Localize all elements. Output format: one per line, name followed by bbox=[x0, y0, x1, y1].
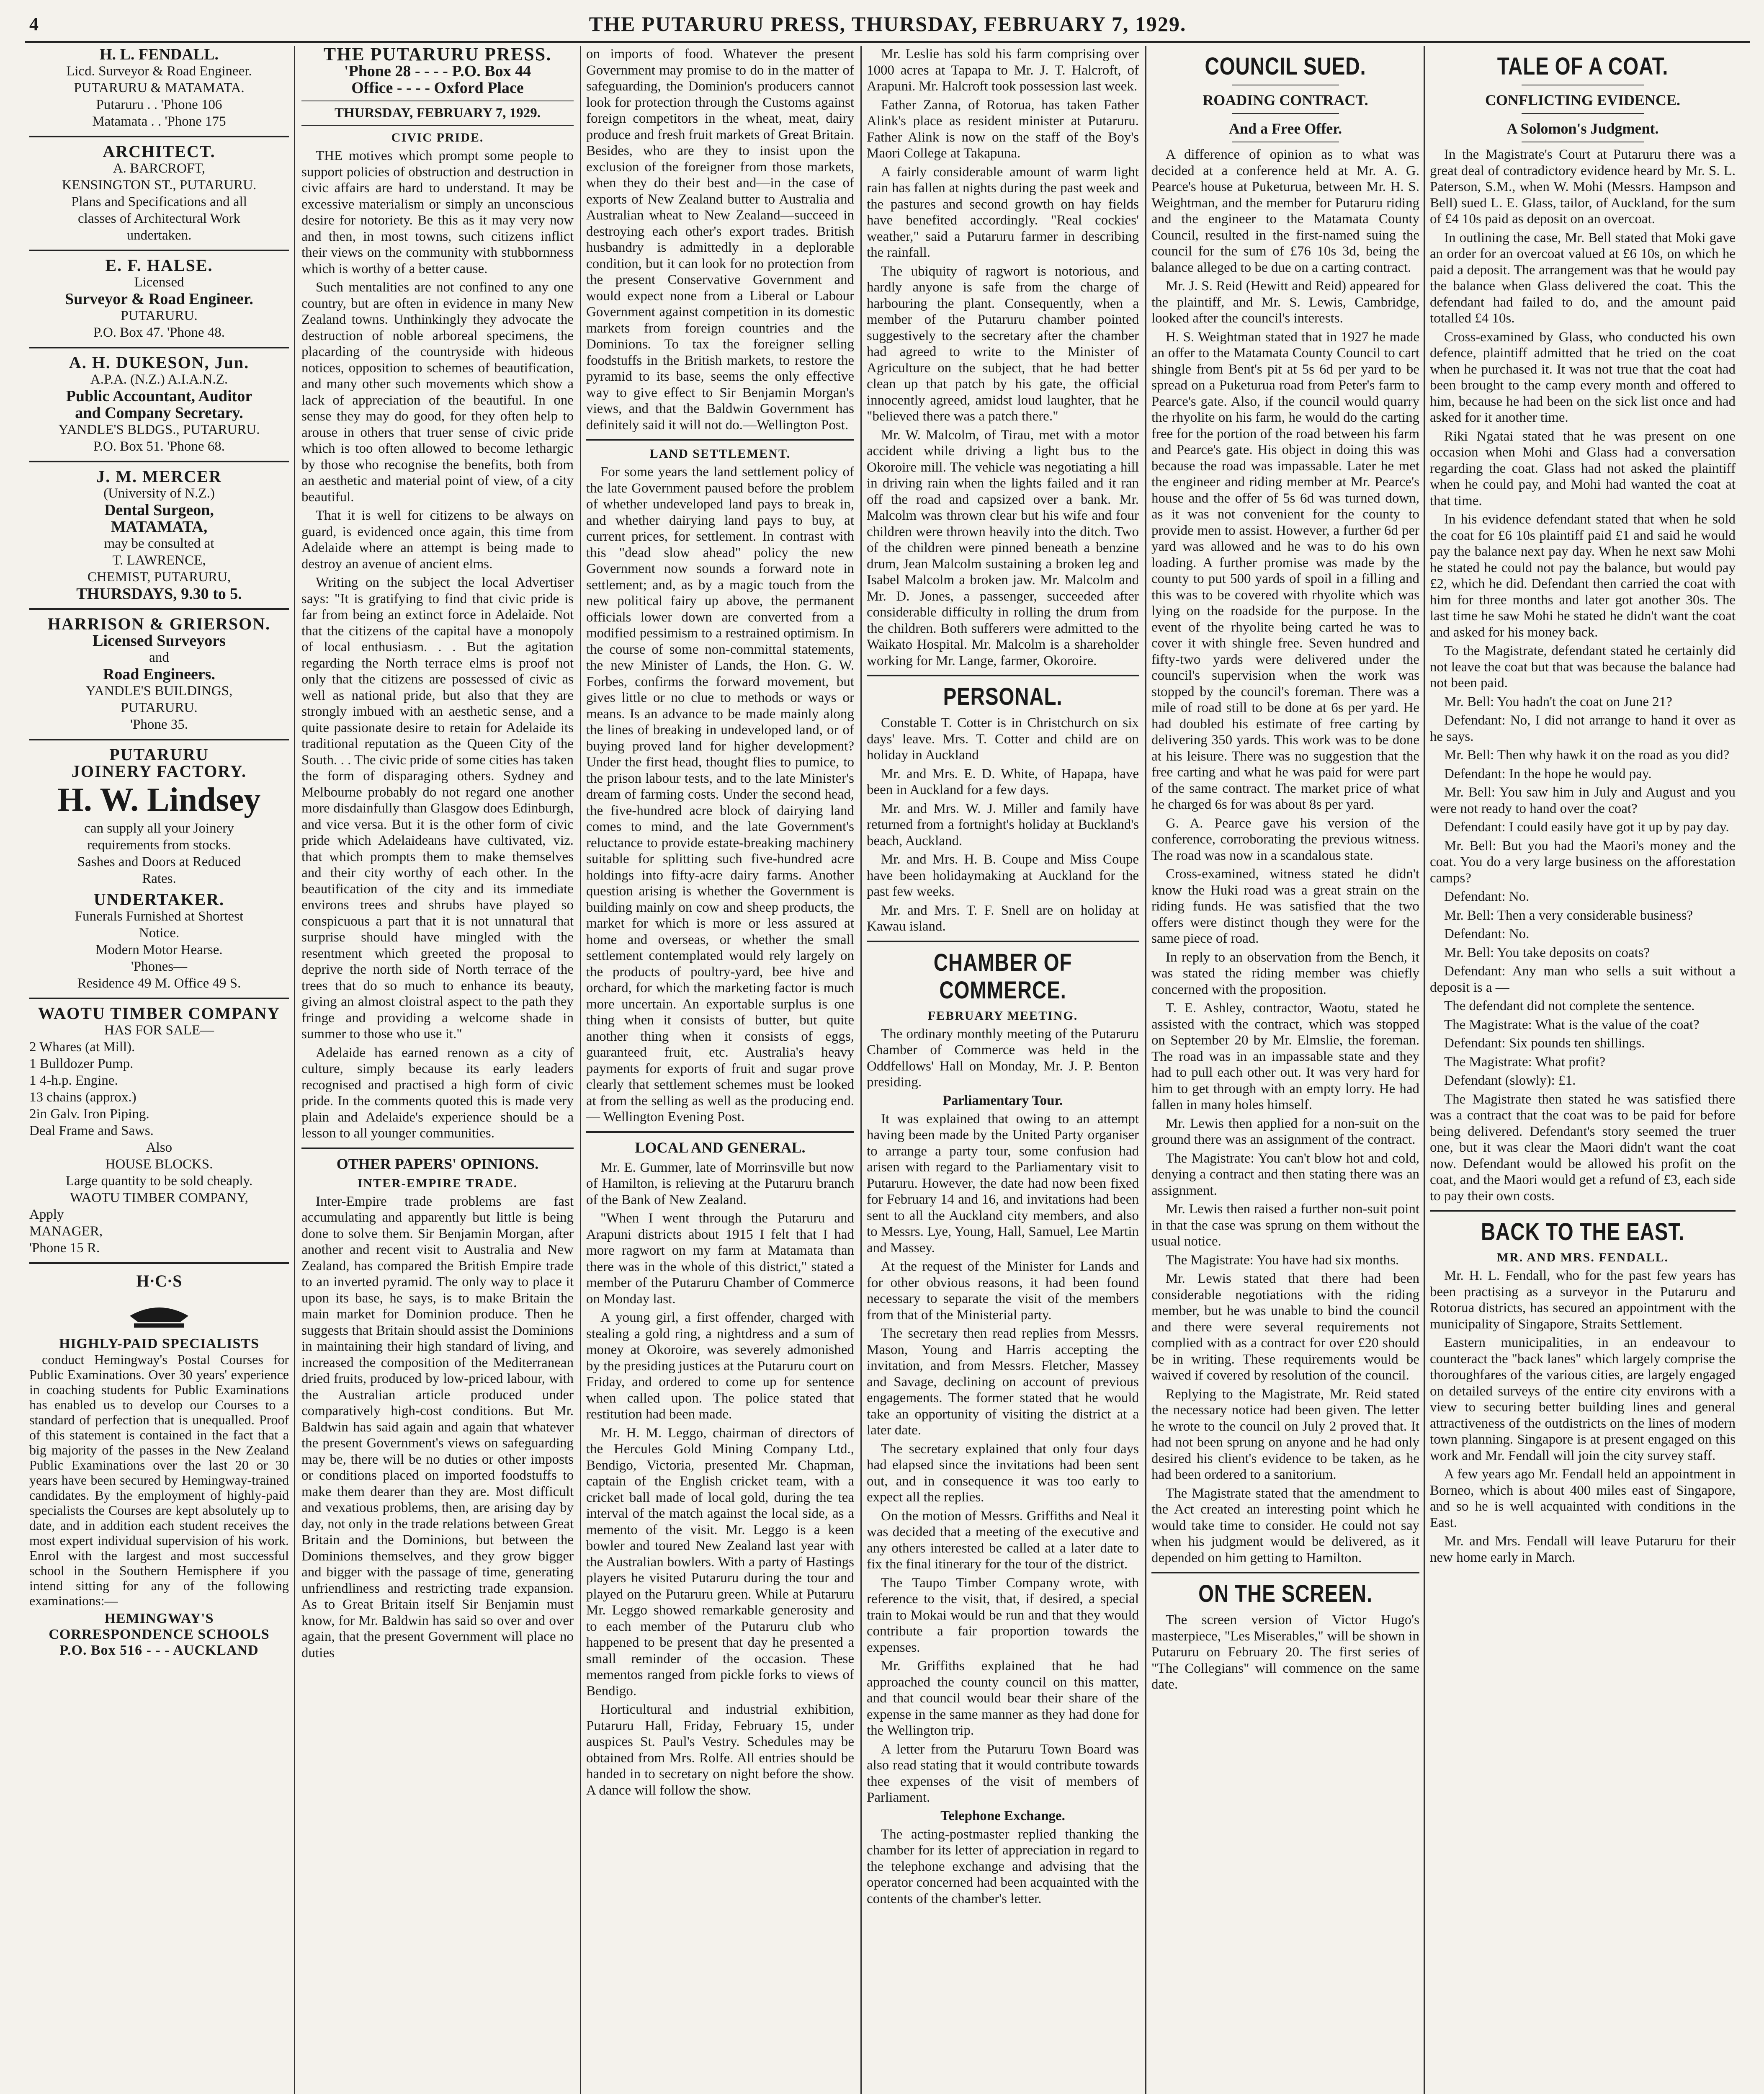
article-title: COUNCIL SUED. bbox=[1205, 53, 1366, 80]
divider bbox=[1151, 1572, 1419, 1573]
article-paragraph: Mr. Griffiths explained that he had approached the county council on this matter, and that council would bear their share of the expense in the same manner as they had done for the Wellington trip. bbox=[867, 1658, 1139, 1738]
press-title: THE PUTARURU PRESS. bbox=[323, 46, 552, 64]
article-paragraph: Mr. Bell: You hadn't the coat on June 21? bbox=[1444, 694, 1672, 709]
ad-name: H. L. FENDALL. bbox=[100, 46, 219, 63]
ad-line: and bbox=[149, 650, 169, 665]
ad-line: P.O. Box 47. 'Phone 48. bbox=[93, 325, 225, 340]
ad-hemingway-address: P.O. Box 516 - - - AUCKLAND bbox=[59, 1643, 259, 1658]
article-paragraph: Eastern municipalities, in an endeavour to counteract the "back lanes" which largely comprise the thoroughfares of the various cities, are largely engaged on detailed surveys of the entire city environs with a view to securing better building lines and general attractiveness of the outdistricts on the lines of modern town planning. Singapore is at present engaged on this work and Mr. Fendall will join the city survey staff. bbox=[1430, 1335, 1736, 1463]
ad-hemingway-school2: CORRESPONDENCE SCHOOLS bbox=[49, 1627, 270, 1642]
article-paragraph: The acting-postmaster replied thanking the chamber for its letter of appreciation in regard to the telephone exchange and advising that the operator concerned had been acquainted with the contents of the chamber's letter. bbox=[867, 1826, 1139, 1906]
article-paragraph: Defendant: Any man who sells a suit without a deposit is a — bbox=[1430, 964, 1736, 995]
article-title: CIVIC PRIDE. bbox=[391, 131, 484, 144]
divider bbox=[586, 439, 854, 441]
divider bbox=[301, 125, 574, 126]
divider bbox=[301, 1148, 574, 1149]
ad-hemingway-title: HIGHLY-PAID SPECIALISTS bbox=[59, 1336, 260, 1351]
section-title: ON THE SCREEN. bbox=[1198, 1580, 1373, 1607]
ad-waotu-timber bbox=[29, 1005, 289, 1256]
ad-line: A. BARCROFT, bbox=[113, 161, 206, 176]
article-paragraph: Defendant: No. bbox=[1444, 889, 1530, 904]
ad-line: Dental Surgeon, bbox=[104, 501, 214, 519]
press-office: Office - - - - Oxford Place bbox=[351, 79, 524, 97]
article-paragraph: To the Magistrate, defendant stated he certainly did not leave the coat but that was because the balance had not been paid. bbox=[1430, 643, 1736, 691]
divider bbox=[586, 1131, 854, 1133]
article-paragraph: The secretary explained that only four days had elapsed since the invitations had been sent out, and in consequence it was too early to expect all the replies. bbox=[867, 1441, 1139, 1505]
ad-line: Licd. Surveyor & Road Engineer. bbox=[66, 64, 252, 79]
article-paragraph: For some years the land settlement policy of the late Government paused before the problem of whether undeveloped land pays to break in, and whether dairying land pays to buy, at current prices, for settlement. In contrast with this "dead slow ahead" policy the new Government now sounds a forward note in settlement; and, as by a magic touch from the new political fairy up above, the permanent officials lower down are converted from a modified pessimism to a restrained optimism. In the course of some non-committal statements, the new Minister of Lands, the Hon. G. W. Forbes, confirms the forward movement, but gives little or no clue to methods or ways or means. Is an advance to be made mainly along the lines of breaking in undeveloped land, or of buying proved land for higher development? Under the first head, thought flies to pumice, to the prison labour tests, and to the late Minister's dream of farming costs. Under the second head, the five-hundred acre block of dairying land comes to mind, and the late Government's reluctance to provide estate-breaking machinery suitable for splitting such five-hundred acre holdings into fifty-acre dairy farms. Another question arising is whether the Government is building mainly on cow and sheep products, the market for which is more or less assured at home and overseas, or whether the small settlement contemplated would rely largely on the products of poultry-yard, bee hive and orchard, for which the marketing factor is much more uncertain. An exportable surplus is one thing when it consists of butter, but quite another thing when it consists of eggs, guaranteed fruit, etc. Australia's heavy payments for exports of fruit and sugar prove clearly that settlement schemes must be looked at from the selling as well as the producing end. — Wellington Evening Post. bbox=[586, 464, 854, 1124]
article-paragraph: Mr. Leslie has sold his farm comprising over 1000 acres at Tapapa to Mr. J. T. Halcroft, of Arapuni. Mr. Halcroft took possession last week. bbox=[867, 46, 1139, 94]
column-rule bbox=[294, 46, 295, 2094]
press-info bbox=[301, 46, 574, 96]
column-3 bbox=[586, 46, 854, 2094]
ad-line: 1 Bulldozer Pump. bbox=[29, 1056, 134, 1071]
article-paragraph: Adelaide has earned renown as a city of culture, simply because its early leaders recognised and practised a high form of civic pride. In the comments quoted this is made very plain and Adelaide's experience should be a lesson to all younger communities. bbox=[301, 1045, 574, 1141]
article-paragraph: THE motives which prompt some people to support policies of obstruction and destruction in civic affairs are hard to understand. It may be excessive materialism or simply an unconscious desire for notoriety. Be this as it may very now and then, in most towns, such citizens inflict their views on the community with stubbornness which is worthy of a better cause. bbox=[301, 148, 574, 276]
ad-line: Public Accountant, Auditor bbox=[66, 387, 252, 405]
article-subtitle: And a Free Offer. bbox=[1229, 120, 1342, 137]
ad-line: Surveyor & Road Engineer. bbox=[65, 290, 253, 308]
article-paragraph: Constable T. Cotter is in Christchurch on six days' leave. Mrs. T. Cotter and child are on holiday in Auckland bbox=[867, 715, 1139, 763]
ad-line: Large quantity to be sold cheaply. bbox=[65, 1173, 253, 1189]
hcs-lamp-logo bbox=[105, 1270, 214, 1333]
article-paragraph: The Magistrate then stated he was satisfied there was a contract that the coat was to be paid for before being delivered. Defendant's story seemed the truer one, but it was clear the Maori didn't want the coat now. Defendant would be allowed his profit on the coat, and the Maori would get a refund of £3, each side to pay their own costs. bbox=[1430, 1091, 1736, 1204]
column-rule bbox=[1145, 46, 1146, 2094]
divider bbox=[29, 608, 289, 610]
ad-halse bbox=[29, 257, 289, 341]
article-subtitle: FEBRUARY MEETING. bbox=[927, 1008, 1078, 1023]
article-paragraph: The Magistrate: What profit? bbox=[1444, 1054, 1606, 1070]
article-paragraph: Defendant: No. bbox=[1444, 926, 1530, 941]
ad-line: CHEMIST, PUTARURU, bbox=[87, 570, 231, 585]
article-paragraph: Mr. and Mrs. Fendall will leave Putaruru for their new home early in March. bbox=[1430, 1534, 1736, 1565]
ad-line: 'Phone 35. bbox=[130, 717, 188, 732]
divider bbox=[29, 250, 289, 251]
article-paragraph: In outlining the case, Mr. Bell stated that Moki gave an order for an overcoat valued at £6 10s, on which he paid a deposit. The arrangement was that he would pay the balance when Glass delivered the coat. This the defendant had failed to do, and the amount paid totalled £4 10s. bbox=[1430, 230, 1736, 326]
article-paragraph: Mr. and Mrs. T. F. Snell are on holiday at Kawau island. bbox=[867, 903, 1139, 934]
article-paragraph: Mr. Lewis then raised a further non-suit point in that the case was sprung on them without the usual notice. bbox=[1151, 1202, 1419, 1249]
ad-name: ARCHITECT. bbox=[103, 142, 216, 161]
ad-line: Also bbox=[146, 1140, 173, 1155]
article-paragraph: H. S. Weightman stated that in 1927 he made an offer to the Matamata County Council to cart shingle from Bent's pit at 5s 6d per yard to be spread on a Puketurua road from Peter's farm to Pearce's gate. Also, if the council would quarry the rhyolite on his farm, he would do the carting free for the portion of the road between his farm and Pearce's gate. His object in doing this was because the road was impassable. Later he met the engineer and riding member at Mr. Pearce's house and the offer of 5s 6d was turned down, as it was not convenient for the county to provide men to assist. However, a further 6d per yard was allowed and he was to do his own loading. A further promise was made by the county to put 500 yards of spoil in a filling and this was to be covered with rhyolite which was lying on the roadside for the purpose. In the event of the rhyolite being carted he was to cover it with shingle free. Seven hundred and fifty-two yards were delivered under the council's supervision when the work was stopped by the council's foreman. There was a mile of road still to be done at 6s per yard. He had doubled his estimate of free carting by delivering 350 yards. This work was to be done at his leisure. There was no suggestion that the free carting and what he was paid for were part of the same contract. The market price of what he charged 6s for was about 8s per yard. bbox=[1151, 329, 1419, 812]
ad-line: requirements from stocks. bbox=[87, 838, 231, 853]
article-paragraph: Mr. Bell: But you had the Maori's money and the coat. You do a very large business on the afforestation camps? bbox=[1430, 838, 1736, 886]
ad-fendall bbox=[29, 46, 289, 130]
article-paragraph: Cross-examined, witness stated he didn't know the Huki road was a great strain on the riding funds. He was satisfied that the two offers were distinct though they were for the same piece of road. bbox=[1151, 866, 1419, 946]
ad-line: Residence 49 M. Office 49 S. bbox=[77, 976, 241, 991]
article-title: INTER-EMPIRE TRADE. bbox=[357, 1176, 518, 1190]
article-paragraph: At the request of the Minister for Lands and for other obvious reasons, it had been found necessary to separate the visit of the members from that of the Ministerial party. bbox=[867, 1259, 1139, 1323]
article-paragraph: A young girl, a first offender, charged with stealing a gold ring, a nightdress and a sum of money at Okoroire, was severely admonished by the presiding justices at the Putaruru court on Friday, and ordered to come up for sentence when called upon. The police stated that restitution had been made. bbox=[586, 1310, 854, 1422]
ad-line: HOUSE BLOCKS. bbox=[105, 1157, 213, 1172]
ad-hemingway-body: conduct Hemingway's Postal Courses for Public Examinations. Over 30 years' experience in coaching students for Public Examinations has enabled us to develop our Courses to a standard of perfection that is unequalled. Proof of this statement is contained in the fact that a big majority of the passes in the New Zealand Public Examinations over the last 20 or 30 years have been secured by Hemingway-trained candidates. By the employment of highly-paid specialists the Courses are kept absolutely up to date, and in addition each student receives the most expert individual supervision of his work. Enrol with the largest and most successful school in the Southern Hemisphere if you intend sitting for any of the following examinations:— bbox=[29, 1352, 289, 1608]
article-paragraph: A difference of opinion as to what was decided at a conference held at Mr. A. G. Pearce's house at Puketurua, between Mr. H. S. Weightman, and the member for Putaruru riding and the engineer to the Matamata County Council, resulted in the first-named suing the council for the sum of £76 10s 3d, being the balance alleged to be due on a carting contract. bbox=[1151, 147, 1419, 275]
article-paragraph: The secretary then read replies from Messrs. Mason, Young and Harris accepting the invitation, and from Messrs. Fletcher, Massey and Savage, declining on account of previous engagements. The former stated that he would take an opportunity of visiting the district at a later date. bbox=[867, 1326, 1139, 1438]
article-paragraph: The ubiquity of ragwort is notorious, and hardly anyone is safe from the charge of harbouring the plant. Consequently, when a member of the Putaruru chamber pointed suggestively to the secretary after the chamber had agreed to write to the Minister of Agriculture on the subject, that he had better clean up that patch by his gate, the official innocently agreed, amidst loud laughter, that he "believed there was a patch there." bbox=[867, 263, 1139, 424]
column-rule bbox=[580, 46, 581, 2094]
ad-line: 13 chains (approx.) bbox=[29, 1090, 136, 1105]
editorial-column bbox=[301, 46, 574, 2094]
ad-line: Notice. bbox=[139, 926, 180, 941]
article-paragraph: Horticultural and industrial exhibition, Putaruru Hall, Friday, February 15, under auspices St. Paul's Vestry. Schedules may be obtained from Mrs. Rolfe. All entries should be handed in to secretary on night before the show. A dance will follow the show. bbox=[586, 1702, 854, 1798]
article-paragraph: Defendant: In the hope he would pay. bbox=[1444, 766, 1652, 781]
ad-hemingway bbox=[29, 1270, 289, 1658]
ad-line: Sashes and Doors at Reduced bbox=[77, 854, 241, 869]
section-title: LOCAL AND GENERAL. bbox=[635, 1139, 806, 1156]
ad-line: MATAMATA, bbox=[111, 518, 208, 536]
ad-line: Deal Frame and Saws. bbox=[29, 1123, 154, 1138]
ad-line: PUTARURU & MATAMATA. bbox=[74, 80, 245, 95]
hcs-logo-lettering: H·C·S bbox=[136, 1271, 182, 1290]
article-paragraph: Mr. and Mrs. H. B. Coupe and Miss Coupe have been holidaymaking at Auckland for the past few weeks. bbox=[867, 852, 1139, 899]
article-subheading: Telephone Exchange. bbox=[940, 1808, 1065, 1823]
ad-line: MANAGER, bbox=[29, 1224, 103, 1239]
article-paragraph: The Magistrate: You have had six months. bbox=[1166, 1252, 1399, 1268]
article-subheading: Parliamentary Tour. bbox=[943, 1093, 1063, 1108]
article-paragraph: Mr. J. S. Reid (Hewitt and Reid) appeared for the plaintiff, and Mr. S. Lewis, Cambridge, looked after the council's interests. bbox=[1151, 279, 1419, 326]
article-paragraph: The ordinary monthly meeting of the Putaruru Chamber of Commerce was held in the Oddfellows' Hall on Monday, Mr. J. P. Benton presiding. bbox=[867, 1026, 1139, 1090]
ad-line: YANDLE'S BLDGS., PUTARURU. bbox=[58, 422, 260, 437]
divider bbox=[29, 1262, 289, 1264]
ad-line: can supply all your Joinery bbox=[84, 821, 234, 836]
article-subtitle: MR. AND MRS. FENDALL. bbox=[1496, 1251, 1669, 1264]
ad-name: J. M. MERCER bbox=[96, 467, 222, 486]
article-paragraph: Mr. E. Gummer, late of Morrinsville but now of Hamilton, is relieving at the Putaruru branch of the Bank of New Zealand. bbox=[586, 1160, 854, 1207]
ad-line: and Company Secretary. bbox=[75, 404, 243, 422]
ad-line: UNDERTAKER. bbox=[93, 890, 225, 909]
ad-line: JOINERY FACTORY. bbox=[71, 762, 247, 781]
divider bbox=[29, 136, 289, 137]
divider bbox=[29, 461, 289, 462]
article-paragraph: The screen version of Victor Hugo's masterpiece, "Les Miserables," will be shown in Putaruru on February 20. The first series of "The Collegians" will commence on the same date. bbox=[1151, 1612, 1419, 1692]
ad-line: P.O. Box 51. 'Phone 68. bbox=[93, 439, 225, 454]
ad-architect bbox=[29, 143, 289, 244]
section-title: BACK TO THE EAST. bbox=[1481, 1218, 1685, 1246]
ad-line: YANDLE'S BUILDINGS, bbox=[85, 683, 233, 699]
article-paragraph: Mr. and Mrs. E. D. White, of Hapapa, have been in Auckland for a few days. bbox=[867, 766, 1139, 797]
article-paragraph: Mr. Lewis stated that there had been considerable negotiations with the riding member, but he was unable to bind the council and there were several requirements not complied with as a contract for over £20 should be in writing. These requirements would be waived if covered by resolution of the council. bbox=[1151, 1271, 1419, 1383]
ad-dukeson bbox=[29, 354, 289, 455]
divider bbox=[1522, 113, 1644, 114]
article-paragraph: Father Zanna, of Rotorua, has taken Father Alink's place as resident minister at Putaruru. Father Alink is now on the staff of the Boy's Maori College at Takapuna. bbox=[867, 97, 1139, 161]
ad-line: undertaken. bbox=[126, 228, 192, 243]
divider bbox=[1232, 113, 1339, 114]
ad-name: WAOTU TIMBER COMPANY bbox=[38, 1004, 281, 1023]
article-paragraph: In reply to an observation from the Bench, it was stated the riding member was chiefly concerned with the proposition. bbox=[1151, 949, 1419, 997]
ad-line: KENSINGTON ST., PUTARURU. bbox=[62, 178, 257, 193]
ad-line: Plans and Specifications and all bbox=[71, 194, 247, 209]
article-paragraph: The defendant did not complete the sentence. bbox=[1444, 998, 1695, 1013]
ad-line: THURSDAYS, 9.30 to 5. bbox=[76, 585, 242, 603]
ad-line: HAS FOR SALE— bbox=[104, 1023, 214, 1038]
divider bbox=[29, 347, 289, 348]
newspaper-header-title: THE PUTARURU PRESS, THURSDAY, FEBRUARY 7, 1929. bbox=[589, 12, 1187, 36]
article-paragraph: Mr. Bell: You saw him in July and August and you were not ready to hand over the coat? bbox=[1430, 785, 1736, 816]
ad-line: Road Engineers. bbox=[103, 665, 216, 683]
article-paragraph: Mr. H. L. Fendall, who for the past few years has been practising as a surveyor in the Putaruru and Rotorua districts, has secured an appointment with the municipality of Singapore, Straits Settlement. bbox=[1430, 1268, 1736, 1332]
article-paragraph: In his evidence defendant stated that when he sold the coat for £6 10s plaintiff paid £1 and said he would pay the balance next pay day. When he next saw Mohi he stated he could not pay the balance, but would pay £2, which he did. Defendant then carried the coat with him for three months and later got another 30s. The last time he saw Mohi he stated he didn't want the coat and asked for his money back. bbox=[1430, 512, 1736, 640]
divider bbox=[1430, 1210, 1736, 1212]
press-phone: 'Phone 28 - - - - P.O. Box 44 bbox=[344, 62, 531, 80]
article-paragraph: On the motion of Messrs. Griffiths and Neal it was decided that a meeting of the executive and any others interested be called at a later date to fix the final itinerary for the tour of the district. bbox=[867, 1508, 1139, 1572]
article-paragraph: In the Magistrate's Court at Putaruru there was a great deal of contradictory evidence heard by Mr. S. L. Paterson, S.M., when W. Mohi (Messrs. Hampson and Bell) sued L. E. Glass, tailor, of Auckland, for the sum of £4 10s paid as deposit on an overcoat. bbox=[1430, 147, 1736, 227]
ad-name: H. W. Lindsey bbox=[57, 781, 261, 818]
article-paragraph: A letter from the Putaruru Town Board was also read stating that it would contribute towards thee expenses of the visit of members of Parliament. bbox=[867, 1741, 1139, 1805]
article-subtitle: CONFLICTING EVIDENCE. bbox=[1485, 92, 1681, 108]
ad-line: WAOTU TIMBER COMPANY, bbox=[70, 1190, 248, 1205]
ad-mercer bbox=[29, 468, 289, 602]
article-paragraph: Mr. Bell: Then a very considerable business? bbox=[1444, 908, 1693, 923]
article-paragraph: The Taupo Timber Company wrote, with reference to the visit, that, if desired, a special train to Mokai would be run and that they would contribute a fair proportion towards the expenses. bbox=[867, 1575, 1139, 1655]
ad-line: Rates. bbox=[142, 871, 176, 886]
ad-line: Matamata . . 'Phone 175 bbox=[92, 114, 226, 129]
article-paragraph: It was explained that owing to an attempt having been made by the United Party organiser to arrange a party tour, some confusion had arisen with regard to the Parliamentary visit to Putaruru. However, the date had now been fixed for February 14 and 16, and invitations had been sent to all the Auckland city members, and also to Messrs. Lye, Young, Hall, Samuel, Lee Martin and Massey. bbox=[867, 1111, 1139, 1256]
article-paragraph: Mr. Bell: Then why hawk it on the road as you did? bbox=[1444, 748, 1730, 763]
article-paragraph: T. E. Ashley, contractor, Waotu, stated he assisted with the contract, which was stopped on September 20 by Mr. Elmslie, the foreman. The road was in an impassable state and they had to pull each other out. It was very hard for him to get through with an empty lorry. He had fallen in many holes himself. bbox=[1151, 1001, 1419, 1112]
ad-joinery-factory bbox=[29, 746, 289, 992]
article-paragraph: Defendant: I could easily have got it up by pay day. bbox=[1444, 820, 1729, 835]
article-paragraph: G. A. Pearce gave his version of the conference, corroborating the previous witness. The road was now in a scandalous state. bbox=[1151, 815, 1419, 863]
section-title: CHAMBER OF COMMERCE. bbox=[933, 949, 1072, 1004]
advertisements-column bbox=[29, 46, 289, 2094]
article-title: LAND SETTLEMENT. bbox=[649, 447, 791, 461]
ad-name: E. F. HALSE. bbox=[105, 256, 213, 275]
ad-line: Funerals Furnished at Shortest bbox=[75, 909, 244, 924]
column-4 bbox=[867, 46, 1139, 2094]
article-paragraph: The Magistrate stated that the amendment to the Act created an interesting point which he would take time to consider. He could not say when his judgment would be delivered, as it depended on him getting to Hamilton. bbox=[1151, 1485, 1419, 1565]
ad-hemingway-school: HEMINGWAY'S bbox=[104, 1611, 214, 1626]
article-paragraph: Mr. Bell: You take deposits on coats? bbox=[1444, 945, 1650, 960]
article-paragraph: The Magistrate: You can't blow hot and cold, denying a contract and then stating there was an assignment. bbox=[1151, 1150, 1419, 1198]
divider bbox=[867, 941, 1139, 942]
ad-line: Licensed Surveyors bbox=[93, 632, 226, 650]
article-paragraph: "When I went through the Putaruru and Arapuni districts about 1915 I felt that I had more ragwort on my farm at Matamata than there was in the whole of this district," stated a member of the Putaruru Chamber of Commerce on Monday last. bbox=[586, 1211, 854, 1307]
ad-line: Licensed bbox=[134, 275, 184, 290]
article-paragraph: That it is well for citizens to be always on guard, is evidenced once again, this time from Adelaide where an attempt is being made to destroy an avenue of ancient elms. bbox=[301, 508, 574, 572]
article-paragraph: A few years ago Mr. Fendall held an appointment in Borneo, which is about 400 miles east of Singapore, and so he is well acquainted with conditions in the East. bbox=[1430, 1467, 1736, 1530]
ad-line: 1 4-h.p. Engine. bbox=[29, 1073, 118, 1088]
article-paragraph: Mr. W. Malcolm, of Tirau, met with a motor accident while driving a light bus to the Okoroire mill. The vehicle was negotiating a hill in driving rain when the lights failed and it ran off the road and capsized over a bank. Mr. Malcolm was thrown clear but his wife and four children were thrown heavily into the ditch. Two of the children were pinned beneath a benzine drum, Jean Malcolm sustaining a broken leg and Isabel Malcolm a broken jaw. Mr. Malcolm and Mr. D. Jones, a passenger, succeeded after considerable difficulty in rolling the drum from the children. Both sufferers were admitted to the Waikato Hospital. Mr. Malcolm is a shareholder working for Mr. Lange, farmer, Okoroire. bbox=[867, 427, 1139, 668]
page-number: 4 bbox=[29, 14, 39, 34]
column-5 bbox=[1151, 46, 1419, 2094]
column-6 bbox=[1430, 46, 1736, 2094]
article-paragraph: Replying to the Magistrate, Mr. Reid stated the necessary notice had been given. The letter he wrote to the council on July 2 proved that. It had not been sprung on anyone and he had only desired his client's evidence to be taken, as he had been ordered to a sanitorium. bbox=[1151, 1386, 1419, 1482]
article-paragraph: Riki Ngatai stated that he was present on one occasion when Mohi and Glass had a conversation regarding the coat. Glass had not asked the plaintiff when he could pay, and Mohi had wanted the coat at that time. bbox=[1430, 428, 1736, 508]
masthead bbox=[25, 8, 1750, 43]
ad-line: 'Phone 15 R. bbox=[29, 1240, 100, 1256]
ad-line: T. LAWRENCE, bbox=[112, 553, 206, 568]
article-paragraph: Mr. H. M. Leggo, chairman of directors of the Hercules Gold Mining Company Ltd., Bendigo, Victoria, presented Mr. Chapman, captain of the English cricket team, with a cricket ball made of local gold, during the tea interval of the match against the local side, as a memento of the visit. Mr. Leggo is a keen bowler and toured New Zealand last year with the Australian bowlers. With a party of Hastings players he visited Putaruru during the tour and played on the Putaruru green. While at Putaruru Mr. Leggo showed remarkable generosity and to each member of the Putaruru club who happened to be present that day he presented a small reminder of the occasion. These mementos ranged from pickle forks to views of Bendigo. bbox=[586, 1425, 854, 1699]
ad-name: HARRISON & GRIERSON. bbox=[47, 614, 271, 633]
section-title: OTHER PAPERS' OPINIONS. bbox=[336, 1155, 539, 1172]
column-rule bbox=[1424, 46, 1425, 2094]
divider bbox=[29, 998, 289, 999]
article-paragraph: A fairly considerable amount of warm light rain has fallen at nights during the past week and the pastures and second growth on hay fields have benefited accordingly. "Real cockies' weather," said a Putaruru farmer in describing the rainfall. bbox=[867, 164, 1139, 260]
article-paragraph: Cross-examined by Glass, who conducted his own defence, plaintiff admitted that he tried on the coat when he purchased it. It was not true that the coat had been brought to the camp every month and offered to him, because he had been on the sick list once and had asked for it another time. bbox=[1430, 329, 1736, 425]
ad-line: (University of N.Z.) bbox=[103, 486, 215, 501]
divider bbox=[867, 675, 1139, 676]
column-rule bbox=[860, 46, 862, 2094]
ad-line: 'Phones— bbox=[131, 959, 188, 974]
ad-line: Modern Motor Hearse. bbox=[95, 942, 223, 957]
section-title: PERSONAL. bbox=[943, 683, 1063, 710]
ad-line: Putaruru . . 'Phone 106 bbox=[96, 97, 222, 112]
ad-line: 2 Whares (at Mill). bbox=[29, 1039, 135, 1055]
article-subtitle: ROADING CONTRACT. bbox=[1203, 92, 1368, 108]
ad-line: PUTARURU. bbox=[121, 308, 198, 323]
article-paragraph: Such mentalities are not confined to any one country, but are often in evidence in many New Zealand towns. Unthinkingly they advocate the destruction of noble arboreal specimens, the placarding of the countryside with hideous notices, opposition to schemes of beautification, and many other such movements which show a lack of appreciation of the beautiful. In one sense they may do good, for they often help to arouse in others that truer sense of civic pride which is too often allowed to become lethargic by those who recognise the benefits, both from an aesthetic and material point of view, of a city beautiful. bbox=[301, 280, 574, 505]
article-subtitle: A Solomon's Judgment. bbox=[1506, 120, 1659, 137]
ad-line: may be consulted at bbox=[104, 536, 214, 551]
article-title: TALE OF A COAT. bbox=[1497, 53, 1669, 80]
article-paragraph: Mr. Lewis then applied for a non-suit on the ground there was an assignment of the contract. bbox=[1151, 1116, 1419, 1147]
article-paragraph: Mr. and Mrs. W. J. Miller and family have returned from a fortnight's holiday at Buckland's beach, Auckland. bbox=[867, 801, 1139, 848]
ad-harrison bbox=[29, 616, 289, 733]
ad-line: PUTARURU. bbox=[121, 700, 198, 715]
article-paragraph: Defendant (slowly): £1. bbox=[1444, 1073, 1576, 1088]
ad-line: classes of Architectural Work bbox=[77, 211, 241, 226]
divider bbox=[29, 739, 289, 740]
article-paragraph: Defendant: No, I did not arrange to hand it over as he says. bbox=[1430, 713, 1736, 744]
article-paragraph: The Magistrate: What is the value of the coat? bbox=[1444, 1017, 1700, 1032]
ad-name: A. H. DUKESON, Jun. bbox=[69, 353, 250, 372]
ad-line: PUTARURU bbox=[109, 745, 209, 764]
article-paragraph: Inter-Empire trade problems are fast accumulating and apparently but little is being done to solve them. Sir Benjamin Morgan, after another and recent visit to Australia and New Zealand, has compared the British Empire trade to an inverted pyramid. The only way to place it upon its base, he says, is to make Britain the main market for Dominion produce. Then he suggests that Britain should assist the Dominions in maintaining their high standard of living, and increased the composition of the Mediterranean dried fruits, produced by low-priced labour, with the Australian article produced under comparatively high-cost conditions. But Mr. Baldwin has said again and again that whatever the present Government's views on safeguarding may be, there will be no duties or other imposts or conditions placed on imported foodstuffs to make them dearer than they are. Most difficult and vexatious problems, then, are arising day by day, not only in the trade relations between Great Britain and the Dominions, but between the Dominions themselves, and they grow bigger and bigger with the passage of time, generating unfriendliness and restricting trade expansion. As to Great Britain itself Sir Benjamin must know, for Mr. Baldwin has said so over and over again, that the present Government will place no duties bbox=[301, 1194, 574, 1661]
ad-line: 2in Galv. Iron Piping. bbox=[29, 1106, 149, 1122]
article-paragraph: Defendant: Six pounds ten shillings. bbox=[1444, 1036, 1645, 1051]
ad-line: Apply bbox=[29, 1207, 64, 1222]
editorial-date: THURSDAY, FEBRUARY 7, 1929. bbox=[334, 106, 541, 121]
ad-line: A.P.A. (N.Z.) A.I.A.N.Z. bbox=[90, 372, 228, 387]
article-paragraph: on imports of food. Whatever the present Government may promise to do in the matter of safeguarding, the Dominion's producers cannot look for protection through the Customs against foreign competitors in the wheat, meat, dairy produce and fresh fruit markets of Great Britain. Besides, who are they to insist upon the exclusion of the foreigner from those markets, when they do their best and—in the case of exports of New Zealand butter to Australia and Australian wheat to New Zealand—succeed in destroying each other's export trades. British husbandry is admittedly in a deplorable condition, but it can look for no protection from the present Conservative Government and would expect none from a Liberal or Labour Government against competition in its domestic markets from foreign countries and the Dominions. To tax the foreigner selling foodstuffs in the British markets, to restore the pyramid to its base, seems the only effective way to give effect to Sir Benjamin Morgan's views, and that the Baldwin Government has definitely said it will not do.—Wellington Post. bbox=[586, 46, 854, 433]
article-paragraph: Writing on the subject the local Advertiser says: "It is gratifying to find that civic pride is far from being an extinct force in Adelaide. Not that the citizens of the capital have a monopoly of local enthusiasm. . . But the agitation regarding the North terrace elms is proof not only that the citizens are possessed of civic as well as national pride, but also that they are strongly imbued with an aesthetic sense, and a quite passionate desire to retain for Adelaide its traditional reputation as the Queen City of the South. . . The civic pride of some cities has taken the form of disparaging others. Sydney and Melbourne probably do not regard one another more disdainfully than Glasgow does Edinburgh, and vice versa. But it is the other form of civic pride which Adelaideans have cultivated, viz. that which prompts them to make themselves and their city worthy of each other. In the beautification of the city and its immediate environs trees and shrubs have played so conspicuous a part that it is not unnatural that surprise should have mingled with the resentment which greeted the proposal to deprive the north side of North terrace of the trees that do so much to enhance its beauty, giving an almost cloistral aspect to the path they fringe and providing a welcome shade in summer to those who use it." bbox=[301, 575, 574, 1042]
